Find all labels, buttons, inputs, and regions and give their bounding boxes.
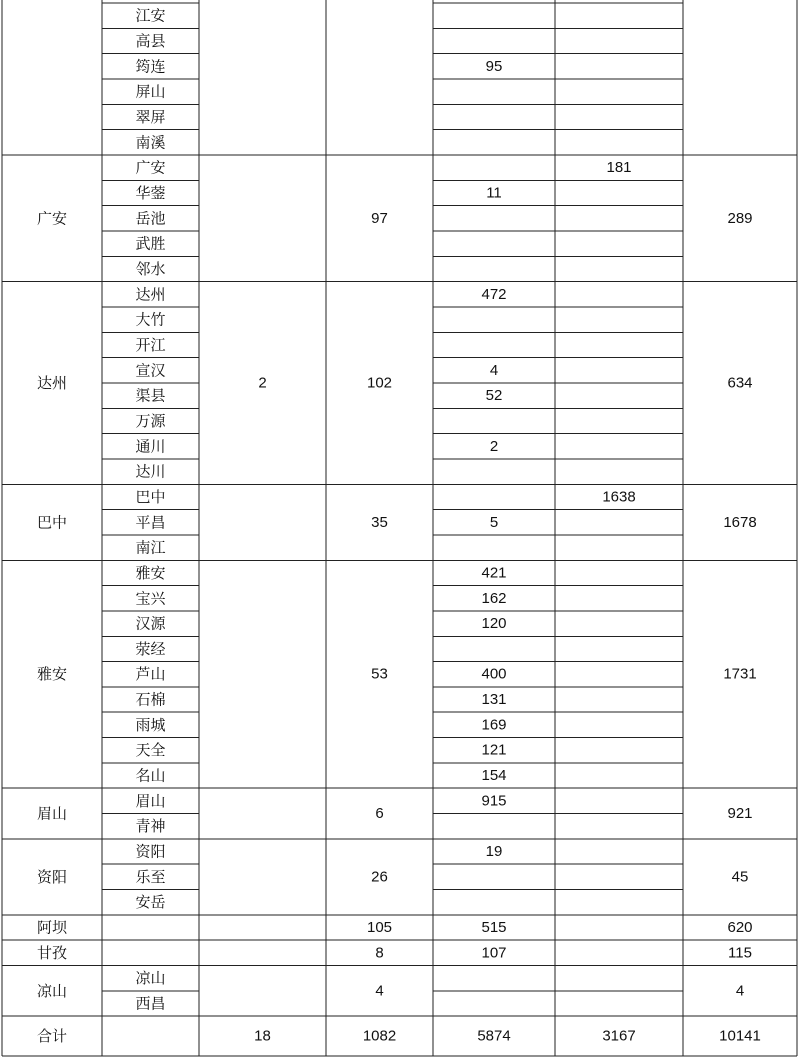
county-cell: 汉源 — [135, 614, 166, 633]
total-column-cell: 1731 — [723, 665, 757, 683]
value-cell: 102 — [366, 374, 393, 392]
county-cell: 万源 — [135, 411, 166, 430]
county-cell: 雅安 — [135, 563, 166, 582]
county-cell: 雨城 — [135, 715, 166, 734]
total-column-cell: 620 — [727, 919, 753, 937]
value-cell: 5 — [489, 513, 499, 531]
county-cell: 宝兴 — [135, 589, 166, 608]
total-cell: 3167 — [602, 1027, 636, 1045]
county-cell: 开江 — [135, 335, 166, 354]
city-cell: 阿坝 — [36, 918, 68, 937]
value-cell: 4 — [489, 361, 499, 379]
county-cell: 名山 — [135, 766, 166, 785]
value-cell: 915 — [481, 792, 507, 810]
total-column-cell: 115 — [728, 944, 752, 962]
value-cell: 2 — [258, 374, 267, 392]
city-cell: 达州 — [36, 373, 68, 392]
value-cell: 2 — [489, 437, 499, 455]
county-cell: 大竹 — [135, 310, 166, 329]
county-cell: 武胜 — [135, 234, 166, 253]
value-cell: 121 — [481, 741, 507, 759]
county-cell: 安岳 — [135, 893, 166, 912]
total-column-cell: 289 — [727, 209, 753, 227]
city-cell: 资阳 — [36, 867, 68, 886]
total-column-cell: 634 — [727, 374, 753, 392]
value-cell: 1638 — [602, 488, 636, 506]
value-cell: 162 — [481, 589, 507, 607]
county-cell: 邻水 — [135, 259, 166, 278]
value-cell: 4 — [375, 982, 384, 1000]
value-cell: 107 — [481, 944, 507, 962]
county-cell: 通川 — [135, 437, 166, 456]
total-cell: 5874 — [477, 1027, 511, 1045]
total-column-cell: 1678 — [723, 513, 757, 531]
county-cell: 石棉 — [135, 690, 166, 709]
value-cell: 35 — [371, 513, 388, 531]
city-cell: 雅安 — [36, 665, 68, 684]
value-cell: 97 — [371, 209, 388, 227]
county-cell: 平昌 — [135, 513, 166, 532]
city-cell: 凉山 — [36, 981, 68, 1000]
value-cell: 52 — [485, 387, 503, 405]
value-cell: 11 — [486, 184, 502, 202]
county-cell: 屏山 — [135, 82, 166, 101]
county-cell: 荥经 — [135, 639, 166, 658]
county-cell: 南溪 — [135, 133, 166, 152]
county-cell: 南江 — [135, 538, 166, 557]
county-cell: 筠连 — [135, 57, 166, 76]
value-cell: 154 — [481, 767, 507, 785]
county-cell: 西昌 — [135, 994, 166, 1013]
county-cell: 资阳 — [135, 842, 166, 861]
county-cell: 凉山 — [135, 969, 166, 988]
total-cell: 18 — [254, 1027, 271, 1045]
value-cell: 95 — [485, 57, 503, 75]
county-cell: 天全 — [135, 741, 166, 760]
value-cell: 53 — [371, 665, 388, 683]
total-cell: 1082 — [362, 1027, 397, 1045]
total-column-cell: 921 — [727, 805, 753, 823]
county-cell: 巴中 — [135, 487, 166, 506]
total-label: 合计 — [36, 1027, 68, 1046]
value-cell: 400 — [481, 665, 507, 683]
county-cell: 达川 — [135, 462, 166, 481]
value-cell: 421 — [481, 564, 507, 582]
value-cell: 472 — [481, 285, 507, 303]
county-cell: 高县 — [135, 31, 166, 50]
value-cell: 515 — [481, 919, 507, 937]
county-cell: 青神 — [135, 817, 166, 836]
value-cell: 8 — [375, 944, 384, 962]
county-cell: 广安 — [135, 158, 166, 177]
county-cell: 乐至 — [135, 867, 166, 886]
county-cell: 翠屏 — [135, 107, 166, 126]
value-cell: 26 — [371, 868, 388, 886]
county-cell: 岳池 — [135, 209, 166, 228]
value-cell: 181 — [606, 159, 632, 177]
county-cell: 宣汉 — [135, 361, 166, 380]
total-column-cell: 45 — [731, 868, 749, 886]
county-cell: 芦山 — [135, 665, 166, 684]
value-cell: 120 — [481, 615, 507, 633]
total-column-cell: 4 — [735, 982, 745, 1000]
value-cell: 105 — [366, 919, 393, 937]
value-cell: 6 — [375, 805, 384, 823]
value-cell: 19 — [485, 843, 503, 861]
county-cell: 华蓥 — [135, 183, 166, 202]
total-cell: 10141 — [719, 1027, 761, 1045]
city-cell: 眉山 — [36, 804, 68, 823]
county-cell: 渠县 — [135, 386, 166, 405]
county-cell: 眉山 — [135, 791, 166, 810]
value-cell: 131 — [481, 691, 507, 709]
city-cell: 甘孜 — [36, 943, 68, 962]
city-cell: 巴中 — [36, 513, 68, 532]
county-cell: 江安 — [135, 6, 166, 25]
county-cell: 达州 — [135, 285, 166, 304]
value-cell: 169 — [481, 716, 507, 734]
city-cell: 广安 — [36, 209, 68, 228]
